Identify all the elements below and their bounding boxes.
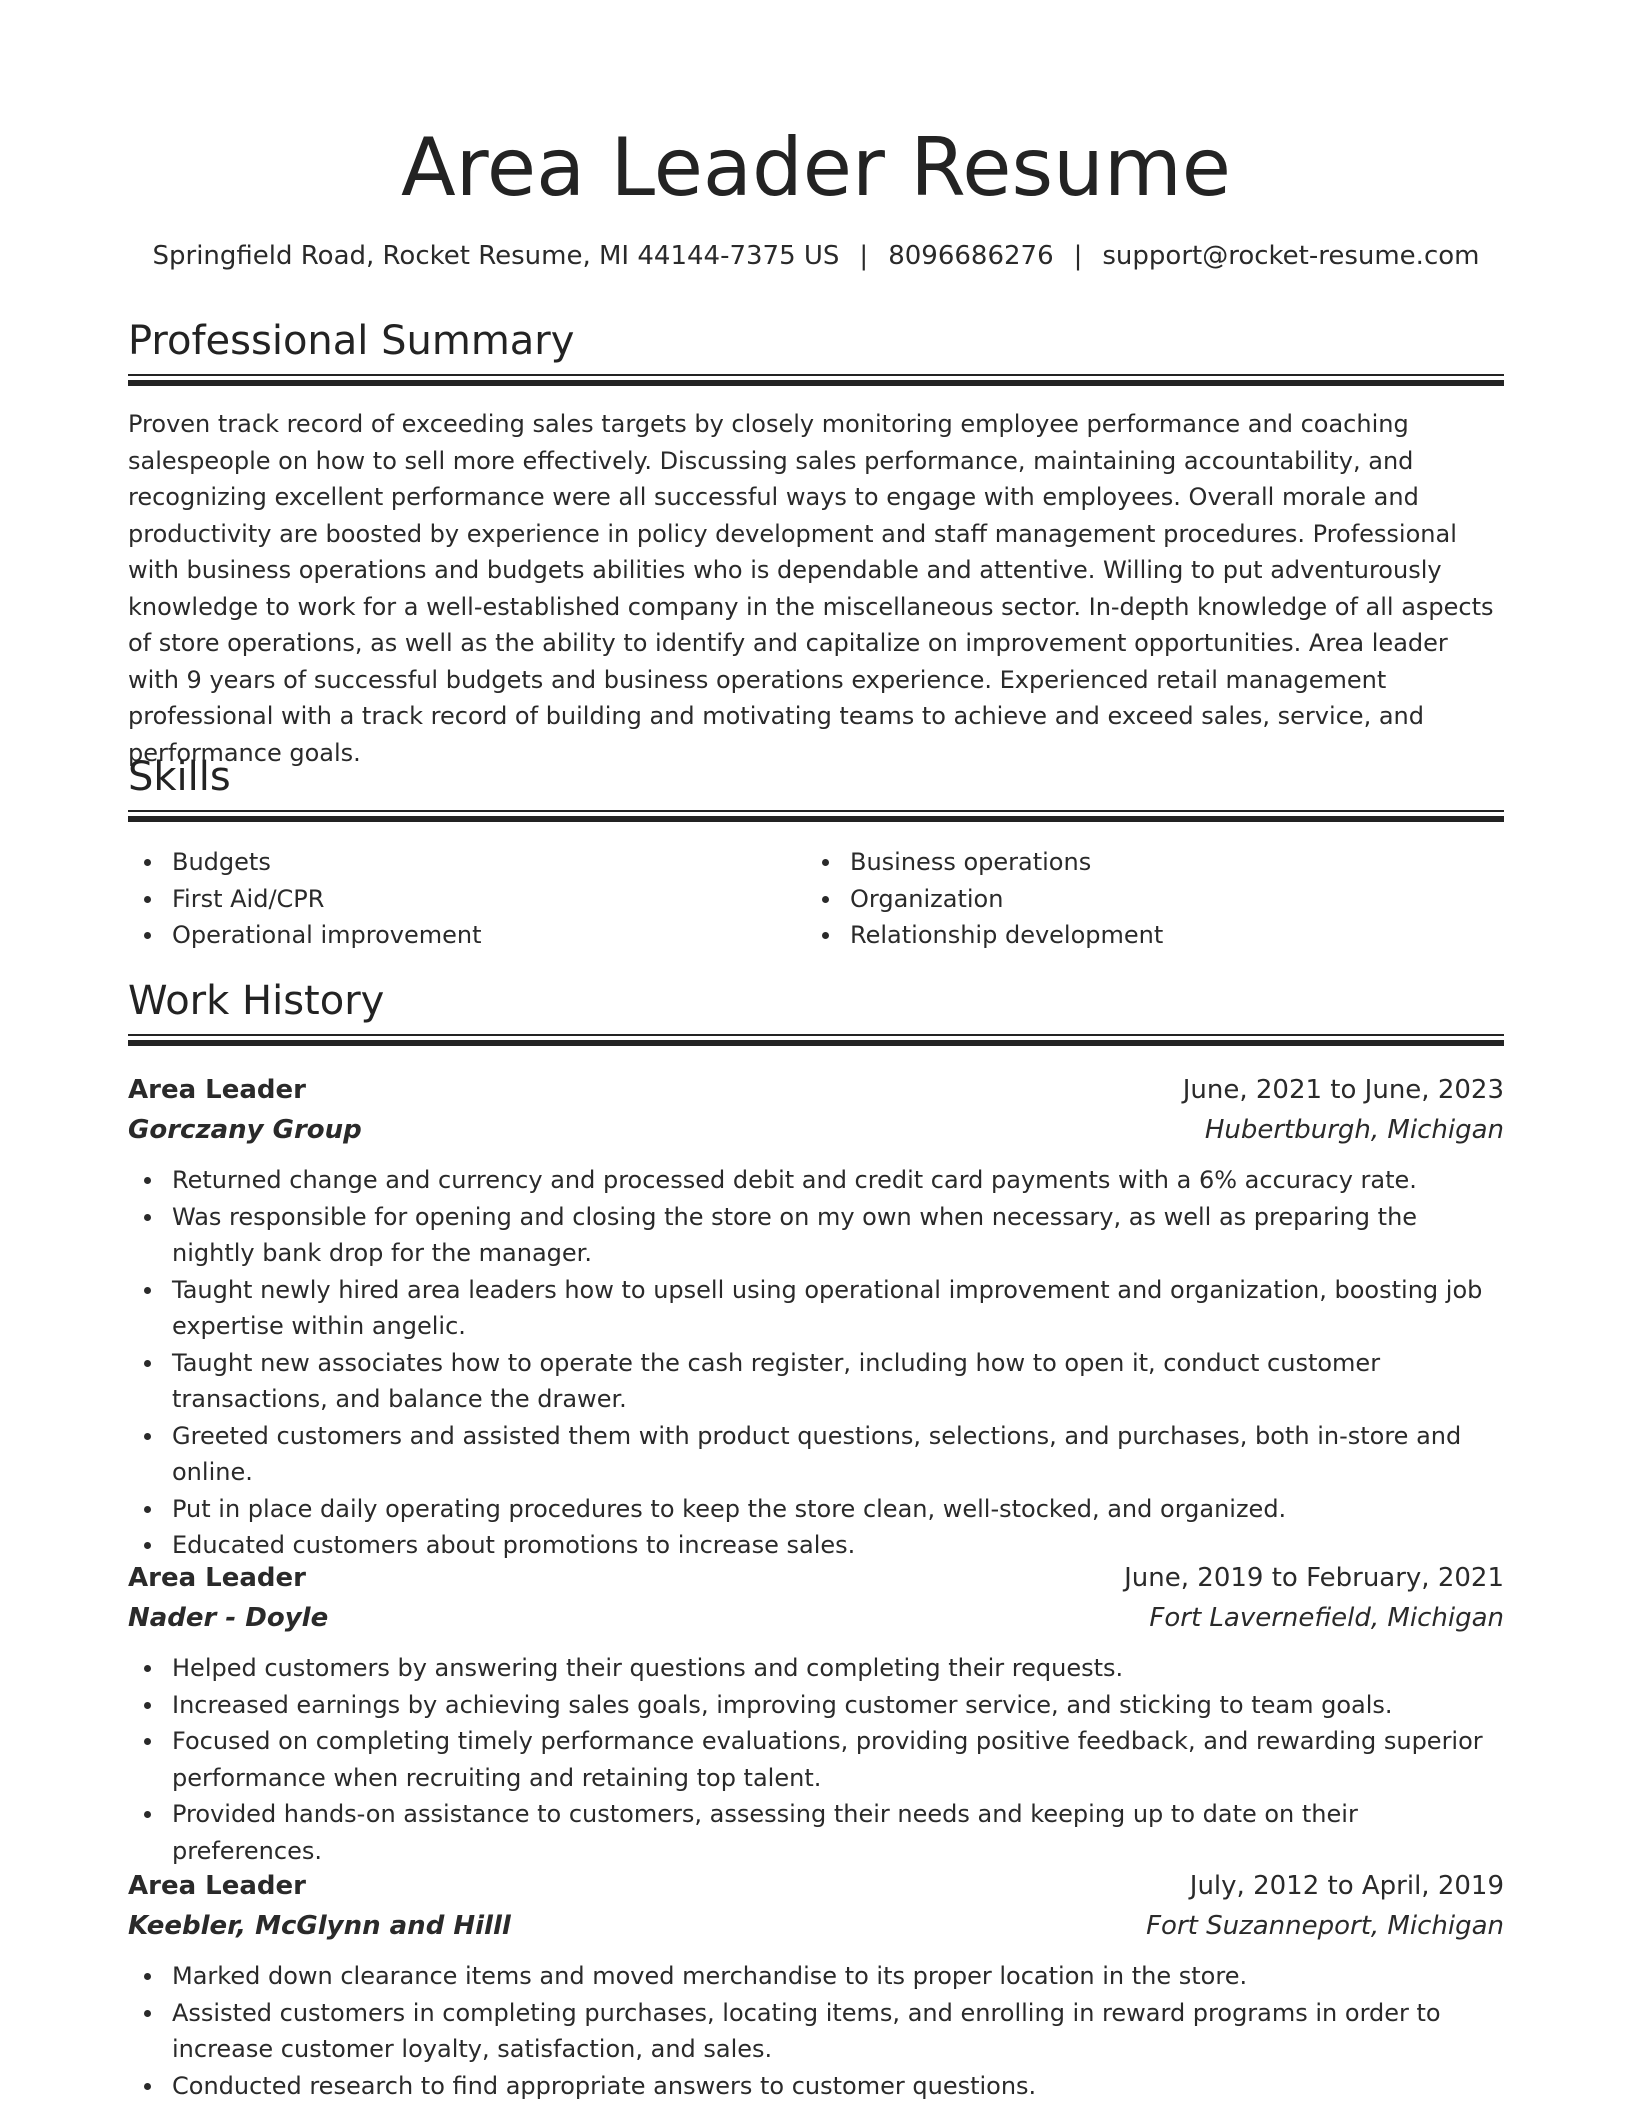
job-duties: [128, 1650, 1504, 1869]
contact-line: [128, 238, 1504, 274]
job-company: Keebler, McGlynn and Hilll: [128, 1911, 511, 1941]
skill-item: Organization: [806, 881, 1484, 918]
job-dates: June, 2021 to June, 2023: [1182, 1075, 1504, 1105]
job-entry: [128, 1866, 1504, 2104]
summary-text: Proven track record of exceeding sales targets by closely monitoring employee performance and coaching salespeople on how to sell more effectively. Discussing sales performance, maintaining accountability, and recognizing excellent performance were all successful ways to engage with employees. Overall morale and productivity are boosted by experience in policy development and staff management procedures. Professional with business operations and budgets abilities who is dependable and attentive. Willing to put adventurously knowledge to work for a well-established company in the miscellaneous sector. In-depth knowledge of all aspects of store operations, as well as the ability to identify and capitalize on improvement opportunities. Area leader with 9 years of successful budgets and business operations experience. Experienced retail management professional with a track record of building and motivating teams to achieve and exceed sales, service, and performance goals.: [128, 410, 1494, 767]
contact-separator: |: [1073, 241, 1083, 271]
duty-item: Focused on completing timely performance evaluations, providing positive feedback, and rewarding superior performance when recruiting and retaining top talent.: [128, 1723, 1504, 1796]
duty-item: Helped customers by answering their questions and completing their requests.: [128, 1650, 1504, 1687]
section-divider: [128, 374, 1504, 386]
duty-item: Put in place daily operating procedures to keep the store clean, well-stocked, and organized.: [128, 1491, 1504, 1528]
job-entry: [128, 1070, 1504, 1564]
job-location: Fort Suzanneport, Michigan: [1146, 1911, 1504, 1941]
duty-item: Assisted customers in completing purchases, locating items, and enrolling in reward programs in order to increase customer loyalty, satisfaction, and sales.: [128, 1995, 1504, 2068]
section-divider: [128, 810, 1504, 822]
skill-item: Operational improvement: [128, 917, 806, 954]
duty-item: Was responsible for opening and closing the store on my own when necessary, as well as preparing the nightly bank drop for the manager.: [128, 1199, 1504, 1272]
job-location: Fort Lavernefield, Michigan: [1149, 1603, 1504, 1633]
summary-heading: Professional Summary: [128, 318, 575, 364]
duty-item: Conducted research to find appropriate answers to customer questions.: [128, 2068, 1504, 2105]
job-dates: July, 2012 to April, 2019: [1189, 1871, 1504, 1901]
skill-item: Business operations: [806, 844, 1484, 881]
job-title: Area Leader: [128, 1563, 306, 1593]
section-divider: [128, 1034, 1504, 1046]
duty-item: Greeted customers and assisted them with product questions, selections, and purchases, both in-store and online.: [128, 1418, 1504, 1491]
duty-item: Taught newly hired area leaders how to upsell using operational improvement and organization, boosting job expertise within angelic.: [128, 1272, 1504, 1345]
skill-item: Budgets: [128, 844, 806, 881]
work-history-heading: Work History: [128, 978, 385, 1024]
skills-heading: Skills: [128, 754, 231, 800]
job-company: Gorczany Group: [128, 1115, 362, 1145]
skill-item: Relationship development: [806, 917, 1484, 954]
duty-item: Taught new associates how to operate the cash register, including how to open it, conduct customer transactions, and balance the drawer.: [128, 1345, 1504, 1418]
resume-title: Area Leader Resume: [401, 121, 1231, 214]
contact-separator: |: [859, 241, 869, 271]
contact-address: Springfield Road, Rocket Resume, MI 44144-7375 US: [152, 241, 840, 271]
duty-item: Returned change and currency and processed debit and credit card payments with a 6% accuracy rate.: [128, 1162, 1504, 1199]
skills-list: [128, 844, 1504, 954]
contact-email: support@rocket-resume.com: [1102, 241, 1480, 271]
job-duties: [128, 1162, 1504, 1564]
skills-column-left: [128, 844, 806, 954]
job-entry: [128, 1558, 1504, 1869]
duty-item: Educated customers about promotions to increase sales.: [128, 1527, 1504, 1564]
job-location: Hubertburgh, Michigan: [1204, 1115, 1504, 1145]
job-title: Area Leader: [128, 1871, 306, 1901]
contact-phone: 8096686276: [888, 241, 1054, 271]
job-duties: [128, 1958, 1504, 2104]
job-title: Area Leader: [128, 1075, 306, 1105]
job-company: Nader - Doyle: [128, 1603, 329, 1633]
duty-item: Marked down clearance items and moved merchandise to its proper location in the store.: [128, 1958, 1504, 1995]
skill-item: First Aid/CPR: [128, 881, 806, 918]
duty-item: Provided hands-on assistance to customers, assessing their needs and keeping up to date on their preferences.: [128, 1796, 1504, 1869]
skills-column-right: [806, 844, 1484, 954]
job-dates: June, 2019 to February, 2021: [1124, 1563, 1504, 1593]
duty-item: Increased earnings by achieving sales goals, improving customer service, and sticking to team goals.: [128, 1687, 1504, 1724]
